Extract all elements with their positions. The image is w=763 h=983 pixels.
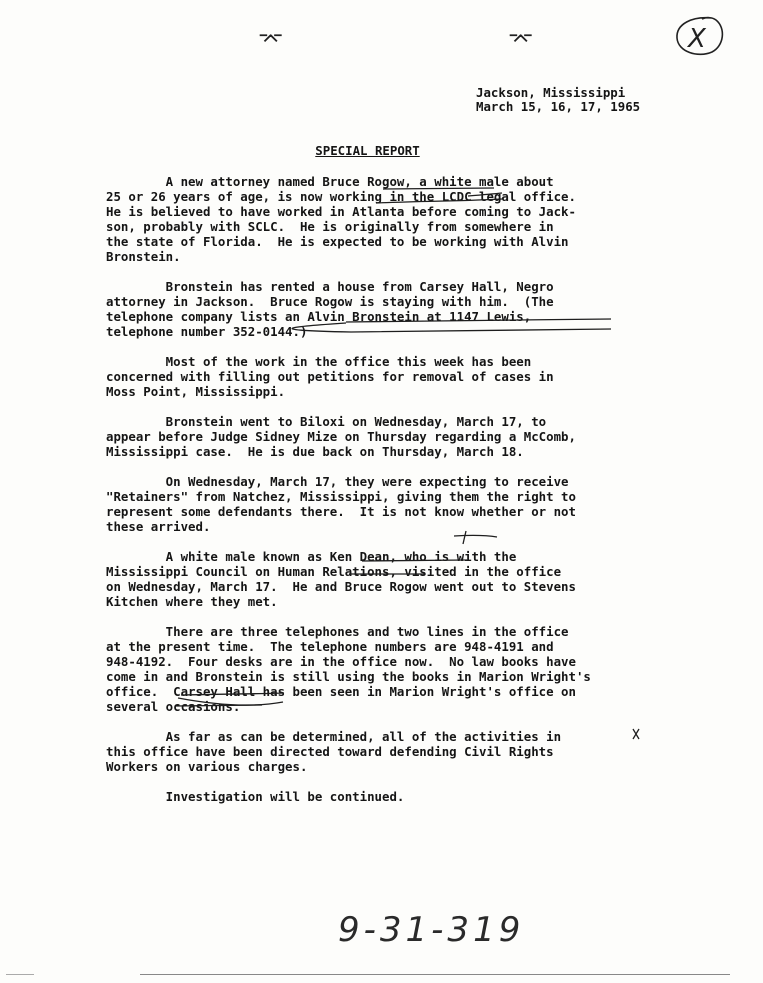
report-title: SPECIAL REPORT (315, 143, 420, 158)
circled-x-mark-icon (672, 14, 726, 60)
bottom-rule (140, 974, 730, 975)
dateline-dates: March 15, 16, 17, 1965 (476, 99, 641, 114)
dateline (476, 86, 640, 114)
paragraph-office-work: Most of the work in the office this week has been concerned with filling out petitions for removal of cases in Moss Point, Mississippi. (106, 354, 554, 399)
paragraph-house-rental: Bronstein has rented a house from Carsey Hall, Negro attorney in Jackson. Bruce Rogow is staying with him. (The telephone company lists an Alvin Bronstein at 1147 Lewis, telephone number 352-0144.) (106, 279, 554, 339)
corner-mark-letter: X (688, 24, 706, 54)
paragraph-biloxi-trip: Bronstein went to Biloxi on Wednesday, March 17, to appear before Judge Sidney Mize on Thursday regarding a McComb, Mississippi case. He is due back on Thursday, March 18. (106, 414, 576, 459)
paragraph-investigation: Investigation will be continued. (106, 789, 405, 804)
punch-mark-right-icon: ⌤ (508, 28, 534, 53)
dateline-city: Jackson, Mississippi (476, 85, 626, 100)
punch-mark-left-icon: ⌤ (258, 28, 284, 53)
paragraph-retainers: On Wednesday, March 17, they were expecting to receive "Retainers" from Natchez, Mississippi, giving them the right to represent some defendants there. It is not know whether or not these arrived. (106, 474, 576, 534)
report-heading (0, 143, 763, 158)
handwritten-file-number: 9-31-319 (338, 910, 525, 950)
paragraph-new-attorney: A new attorney named Bruce Rogow, a white male about 25 or 26 years of age, is now working in the LCDC legal office. He is believed to have worked in Atlanta before coming to Jack- son, probably with SCLC. He is originally from somewhere in the state of Florida. He is expected to be working with Alvin Bronstein. (106, 174, 576, 264)
report-body (106, 174, 706, 804)
paragraph-telephones: There are three telephones and two lines in the office at the present time. The telephone numbers are 948-4191 and 948-4192. Four desks are in the office now. No law books have come in and Bronstein is still using the books in Marion Wright's office. Carsey Hall has been seen in Marion Wright's office on several occasions. (106, 624, 591, 714)
paragraph-activities: As far as can be determined, all of the activities in this office have been directed toward defending Civil Rights Workers on various charges. (106, 729, 562, 774)
paragraph-ken-dean: A white male known as Ken Dean, who is with the Mississippi Council on Human Relations, visited in the office on Wednesday, March 17. He and Bruce Rogow went out to Stevens Kitchen where they met. (106, 549, 576, 609)
bottom-edge-dash (6, 974, 34, 975)
